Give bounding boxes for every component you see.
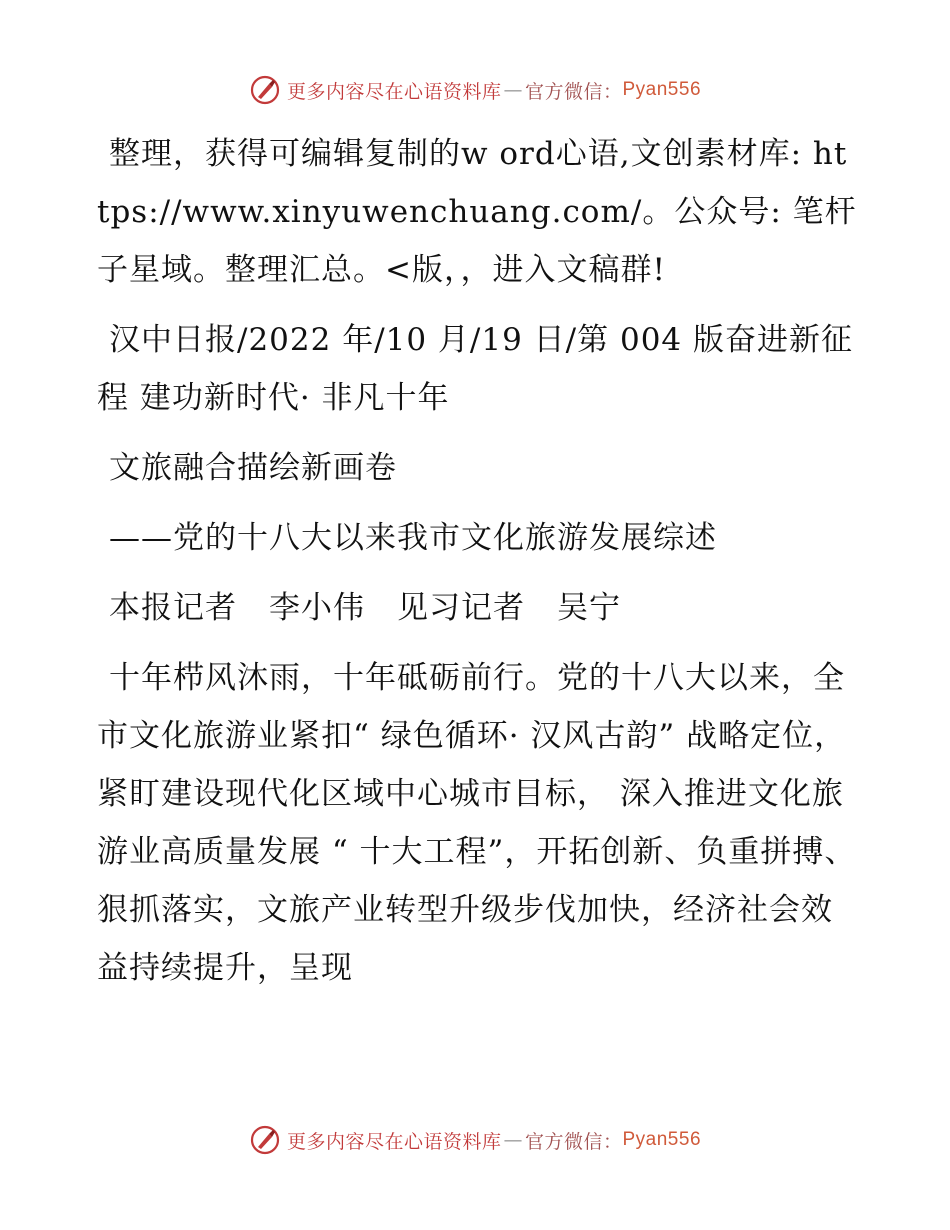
watermark-wechat-id: Pyan556 bbox=[622, 1129, 702, 1150]
pen-nib-logo-icon bbox=[249, 1124, 281, 1156]
footer-watermark bbox=[0, 1120, 950, 1160]
article-byline: 本报记者 李小伟 见习记者 吴宁 bbox=[109, 590, 621, 626]
article-title: 文旅融合描绘新画卷 bbox=[109, 450, 397, 486]
watermark-prefix: 更多内容尽在心语资料库 bbox=[286, 80, 502, 103]
pen-nib-logo-icon bbox=[249, 74, 281, 106]
document-body bbox=[97, 125, 857, 997]
article-subtitle: ——党的十八大以来我市文化旅游发展综述 bbox=[109, 520, 717, 556]
watermark-separator: — bbox=[503, 1129, 523, 1151]
watermark-prefix: 更多内容尽在心语资料库 bbox=[286, 1130, 502, 1153]
intro-paragraph: 整理，获得可编辑复制的w ord心语,文创素材库: https://www.xinyuwenchuang.com/。公众号: 笔杆子星域。整理汇总。<版，，进入文稿群! bbox=[97, 136, 857, 288]
header-watermark bbox=[0, 70, 950, 110]
watermark-separator: — bbox=[503, 79, 523, 101]
newspaper-source-line: 汉中日报/2022 年/10 月/19 日/第 004 版奋进新征程 建功新时代· 非凡十年 bbox=[97, 322, 854, 416]
watermark-wechat-id: Pyan556 bbox=[622, 79, 702, 100]
watermark-wechat-label: 官方微信： bbox=[524, 1130, 623, 1153]
body-paragraph: 十年栉风沐雨，十年砥砺前行。党的十八大以来，全市文化旅游业紧扣“ 绿色循环· 汉风古韵” 战略定位， 紧盯建设现代化区域中心城市目标， 深入推进文化旅游业高质量发展 “ 十大工程”，开拓创新、负重拼搏、狠抓落实，文旅产业转型升级步伐加快，经济社会效益持续提升，呈现 bbox=[97, 660, 857, 986]
watermark-wechat-label: 官方微信： bbox=[524, 80, 623, 103]
